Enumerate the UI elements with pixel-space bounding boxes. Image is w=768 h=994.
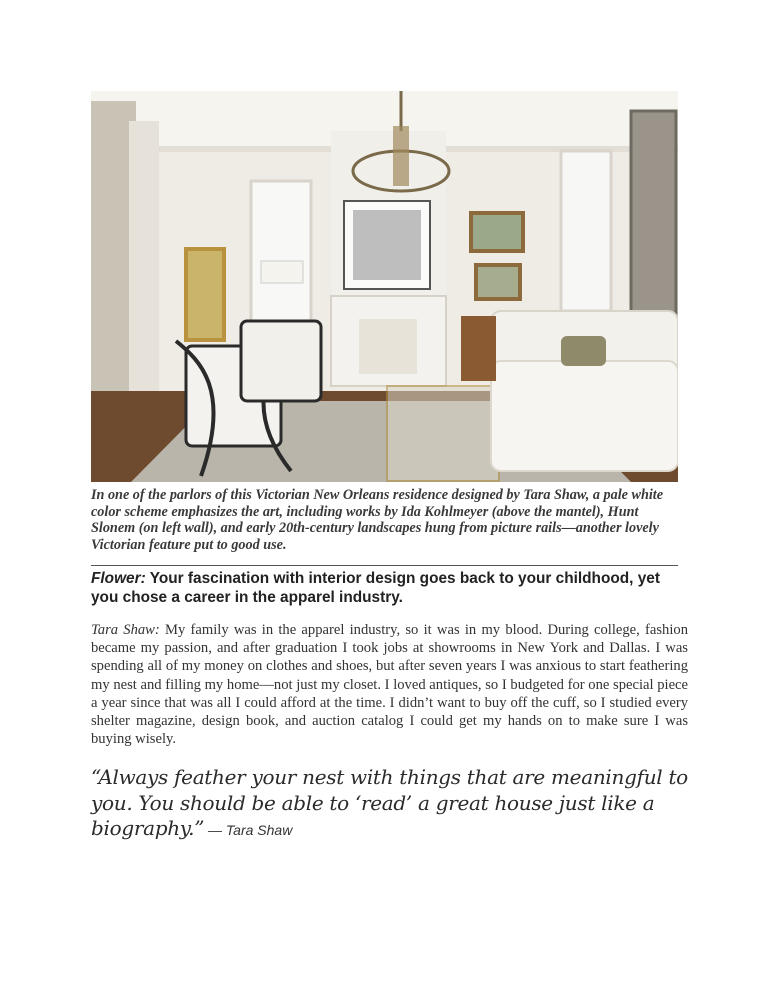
interviewer-label: Flower: xyxy=(91,570,146,587)
parlor-illustration xyxy=(91,91,678,482)
interview-answer xyxy=(91,621,688,748)
quote-attribution: — Tara Shaw xyxy=(204,822,293,838)
photo-caption: In one of the parlors of this Victorian New Orleans residence designed by Tara Shaw, a pale white color scheme emphasizes the art, including works by Ida Kohlmeyer (above the mantel), Hunt Slonem (on left wall), and early 20th-century landscapes hung from picture rails—another lovely Victorian feature put to good use. xyxy=(91,487,664,553)
pull-quote xyxy=(91,765,691,844)
section-divider xyxy=(91,565,678,566)
question-text: Your fascination with interior design goes back to your childhood, yet you chose a career in the apparel industry. xyxy=(91,570,660,606)
parlor-photo xyxy=(91,91,678,482)
answer-text: My family was in the apparel industry, so it was in my blood. During college, fashion became my passion, and after graduation I took jobs at showrooms in New York and Dallas. I was spending all of my money on clothes and shoes, but after seven years I was anxious to start feathering my nest and filling my home—not just my closet. I loved antiques, so I budgeted for one special piece a year since that was all I could afford at the time. I didn’t want to buy off the cuff, so I studied every shelter magazine, design book, and auction catalog I could get my hands on to make sure I was buying wisely. xyxy=(91,622,689,748)
interview-question xyxy=(91,569,686,607)
pull-quote-text: “Always feather your nest with things that are meaningful to you. You should be able to ‘read’ a great house just like a biography.” xyxy=(91,765,688,840)
speaker-label: Tara Shaw: xyxy=(91,622,160,638)
